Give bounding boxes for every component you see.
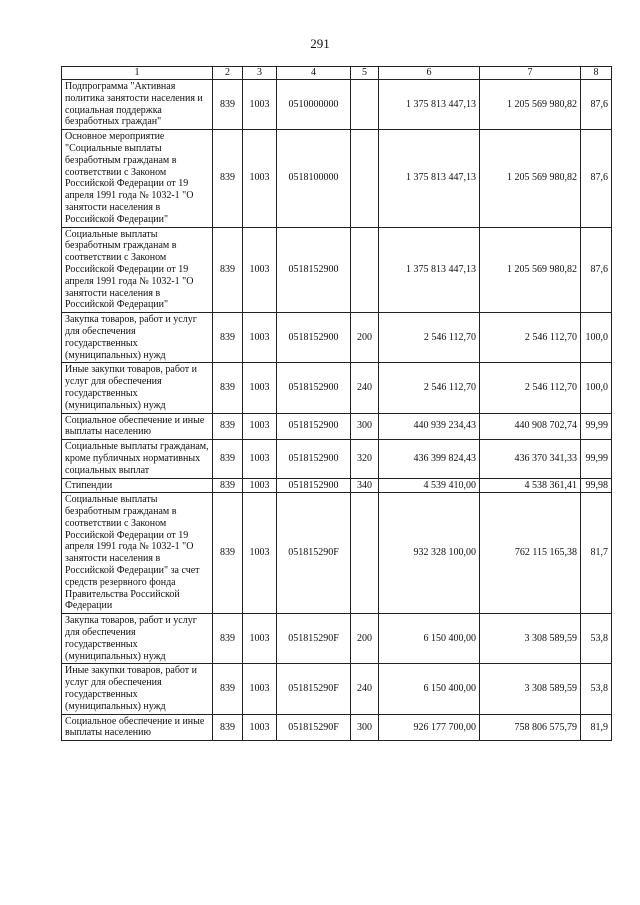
row-col5: 240 (351, 363, 379, 413)
table-row (62, 227, 612, 313)
row-name: Иные закупки товаров, работ и услуг для обеспечения государственных (муниципальных) нужд (62, 363, 213, 413)
row-col2: 839 (213, 478, 243, 493)
row-name: Закупка товаров, работ и услуг для обеспечения государственных (муниципальных) нужд (62, 313, 213, 363)
row-col2: 839 (213, 80, 243, 130)
row-name: Закупка товаров, работ и услуг для обеспечения государственных (муниципальных) нужд (62, 614, 213, 664)
row-col2: 839 (213, 493, 243, 614)
row-name: Социальные выплаты безработным гражданам в соответствии с Законом Российской Федерации от 19 апреля 1991 года № 1032-1 "О занятости населения в Российской Федерации" (62, 227, 213, 313)
row-col7: 1 205 569 980,82 (480, 227, 581, 313)
row-col3: 1003 (243, 493, 277, 614)
table-row (62, 664, 612, 714)
table-row (62, 614, 612, 664)
row-col4: 051815290F (277, 664, 351, 714)
header-row (62, 67, 612, 80)
header-cell-1: 1 (62, 67, 213, 80)
row-col8: 87,6 (581, 130, 612, 227)
row-col5: 320 (351, 440, 379, 478)
row-col2: 839 (213, 614, 243, 664)
row-col3: 1003 (243, 664, 277, 714)
row-col2: 839 (213, 313, 243, 363)
table-row (62, 478, 612, 493)
header-cell-8: 8 (581, 67, 612, 80)
row-col8: 99,98 (581, 478, 612, 493)
row-col8: 81,9 (581, 714, 612, 741)
row-col4: 0518100000 (277, 130, 351, 227)
row-col6: 932 328 100,00 (379, 493, 480, 614)
row-col7: 2 546 112,70 (480, 363, 581, 413)
row-col8: 87,6 (581, 80, 612, 130)
row-col4: 0518152900 (277, 227, 351, 313)
row-col8: 100,0 (581, 363, 612, 413)
row-name: Иные закупки товаров, работ и услуг для обеспечения государственных (муниципальных) нужд (62, 664, 213, 714)
row-col2: 839 (213, 130, 243, 227)
row-name: Социальные выплаты безработным гражданам в соответствии с Законом Российской Федерации от 19 апреля 1991 года № 1032-1 "О занятости населения в Российской Федерации" за счет средств резервного фонда Правительства Российской Федерации (62, 493, 213, 614)
row-col7: 440 908 702,74 (480, 413, 581, 440)
row-col8: 87,6 (581, 227, 612, 313)
table-row (62, 313, 612, 363)
row-col7: 3 308 589,59 (480, 664, 581, 714)
row-col6: 926 177 700,00 (379, 714, 480, 741)
row-col3: 1003 (243, 413, 277, 440)
row-col4: 0510000000 (277, 80, 351, 130)
row-col6: 1 375 813 447,13 (379, 80, 480, 130)
row-col4: 051815290F (277, 614, 351, 664)
row-col8: 81,7 (581, 493, 612, 614)
row-col3: 1003 (243, 227, 277, 313)
header-cell-6: 6 (379, 67, 480, 80)
row-col5 (351, 493, 379, 614)
table-row (62, 440, 612, 478)
row-col7: 3 308 589,59 (480, 614, 581, 664)
table-row (62, 714, 612, 741)
row-col3: 1003 (243, 714, 277, 741)
table-row (62, 493, 612, 614)
row-col4: 0518152900 (277, 478, 351, 493)
row-col6: 6 150 400,00 (379, 664, 480, 714)
header-cell-3: 3 (243, 67, 277, 80)
row-col6: 440 939 234,43 (379, 413, 480, 440)
row-col5: 200 (351, 614, 379, 664)
row-name: Социальное обеспечение и иные выплаты населению (62, 413, 213, 440)
row-col3: 1003 (243, 363, 277, 413)
row-col5 (351, 227, 379, 313)
row-col5: 340 (351, 478, 379, 493)
row-col5: 240 (351, 664, 379, 714)
row-col3: 1003 (243, 478, 277, 493)
row-col2: 839 (213, 363, 243, 413)
row-col2: 839 (213, 664, 243, 714)
row-col7: 2 546 112,70 (480, 313, 581, 363)
table-row (62, 130, 612, 227)
row-name: Стипендии (62, 478, 213, 493)
row-col2: 839 (213, 227, 243, 313)
budget-table (61, 66, 612, 741)
row-col8: 53,8 (581, 664, 612, 714)
row-col8: 99,99 (581, 413, 612, 440)
row-col2: 839 (213, 714, 243, 741)
header-cell-4: 4 (277, 67, 351, 80)
row-col3: 1003 (243, 440, 277, 478)
header-cell-2: 2 (213, 67, 243, 80)
row-col5: 200 (351, 313, 379, 363)
row-col6: 436 399 824,43 (379, 440, 480, 478)
row-col5 (351, 130, 379, 227)
row-col7: 4 538 361,41 (480, 478, 581, 493)
row-col2: 839 (213, 413, 243, 440)
row-col4: 0518152900 (277, 440, 351, 478)
row-col6: 1 375 813 447,13 (379, 130, 480, 227)
row-col2: 839 (213, 440, 243, 478)
row-col7: 758 806 575,79 (480, 714, 581, 741)
row-col8: 100,0 (581, 313, 612, 363)
row-col8: 99,99 (581, 440, 612, 478)
header-cell-7: 7 (480, 67, 581, 80)
row-col8: 53,8 (581, 614, 612, 664)
row-col4: 0518152900 (277, 413, 351, 440)
row-name: Социальные выплаты гражданам, кроме публичных нормативных социальных выплат (62, 440, 213, 478)
row-col4: 051815290F (277, 714, 351, 741)
row-col5: 300 (351, 413, 379, 440)
table-row (62, 413, 612, 440)
row-col6: 4 539 410,00 (379, 478, 480, 493)
table-row (62, 363, 612, 413)
row-col6: 2 546 112,70 (379, 363, 480, 413)
row-col6: 1 375 813 447,13 (379, 227, 480, 313)
row-col3: 1003 (243, 80, 277, 130)
row-col6: 6 150 400,00 (379, 614, 480, 664)
row-col7: 762 115 165,38 (480, 493, 581, 614)
row-col3: 1003 (243, 614, 277, 664)
row-col5: 300 (351, 714, 379, 741)
row-col4: 0518152900 (277, 313, 351, 363)
row-col6: 2 546 112,70 (379, 313, 480, 363)
row-name: Подпрограмма "Активная политика занятости населения и социальная поддержка безработных граждан" (62, 80, 213, 130)
row-col7: 1 205 569 980,82 (480, 130, 581, 227)
row-col7: 436 370 341,33 (480, 440, 581, 478)
row-name: Основное мероприятие "Социальные выплаты безработным гражданам в соответствии с Законом Российской Федерации от 19 апреля 1991 года № 1032-1 "О занятости населения в Российской Федерации" (62, 130, 213, 227)
row-col3: 1003 (243, 313, 277, 363)
page-number: 291 (310, 36, 330, 51)
header-cell-5: 5 (351, 67, 379, 80)
row-col3: 1003 (243, 130, 277, 227)
row-name: Социальное обеспечение и иные выплаты населению (62, 714, 213, 741)
row-col7: 1 205 569 980,82 (480, 80, 581, 130)
row-col4: 051815290F (277, 493, 351, 614)
table-row (62, 80, 612, 130)
row-col4: 0518152900 (277, 363, 351, 413)
row-col5 (351, 80, 379, 130)
